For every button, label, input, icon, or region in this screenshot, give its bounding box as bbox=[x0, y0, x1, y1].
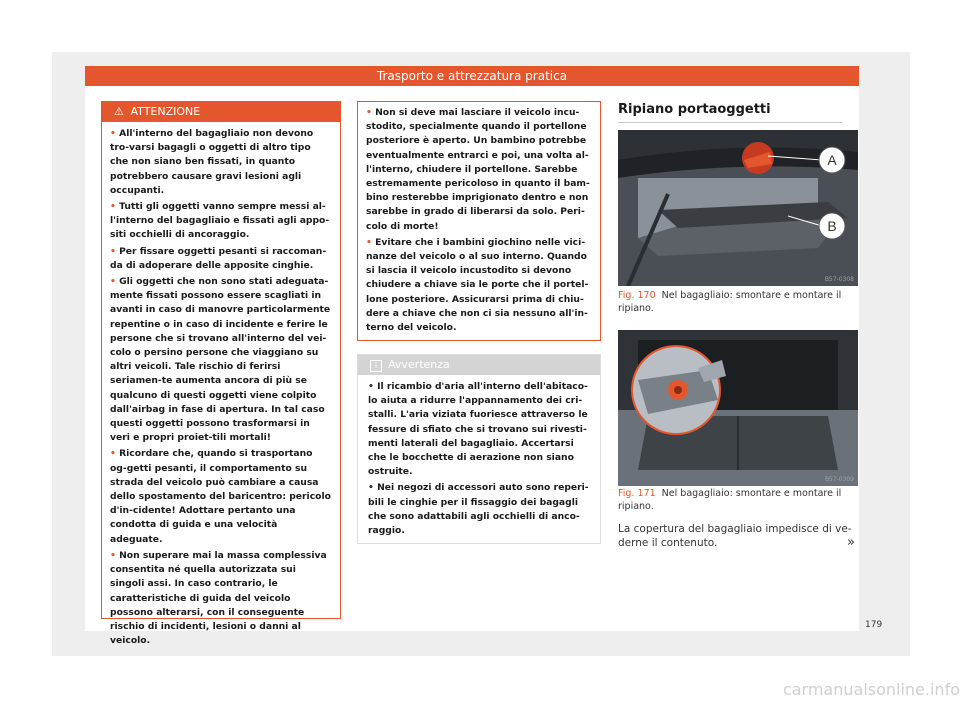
figure-code: B57-0309 bbox=[824, 476, 854, 483]
warning-body-continued bbox=[358, 102, 600, 335]
warning-item: • Per fissare oggetti pesanti si raccoman-da di adoperare delle apposite cinghie. bbox=[110, 245, 327, 271]
warning-box-continued bbox=[357, 101, 601, 341]
continue-mark: » bbox=[847, 535, 855, 550]
warning-item: • Gli oggetti che non sono stati adeguata-mente fissati possono essere scagliati in avanti in caso di manovre particolarmente repentine o in caso di incidente e ferire le persone che si trovano all'interno del vei-colo o persino persone che viaggiano su altri veicoli. Tale rischio di ferirsi seriamen-te aumenta ancora di più se qualcuno di questi oggetti viene colpito dall'airbag in fase di apertura. In tal caso questi oggetti possono trasformarsi in veri e propri proiet-tili mortali! bbox=[110, 276, 331, 444]
figure-170 bbox=[618, 130, 858, 286]
section-divider bbox=[618, 122, 842, 123]
warning-item: • Tutti gli oggetti vanno sempre messi al-l'interno del bagagliaio e fissati agli appo-siti occhielli di ancoraggio. bbox=[110, 201, 330, 241]
callout-a: A bbox=[827, 152, 837, 168]
trunk-interior-illustration bbox=[618, 330, 858, 486]
figure-171-caption: Fig. 171 Nel bagagliaio: smontare e montare il ripiano. bbox=[618, 488, 842, 512]
figure-code: B57-0308 bbox=[824, 276, 854, 283]
warning-item: • Evitare che i bambini giochino nelle vici-nanze del veicolo o al suo interno. Quando si lascia il veicolo incustodito si devono chiudere a chiave sia le porte che il portel-lone posteriore. Assicurarsi prima di chiu-dere a chiave che non ci sia nessuno all'in-terno del veicolo. bbox=[366, 236, 589, 334]
page-number: 179 bbox=[865, 620, 883, 630]
note-body bbox=[358, 375, 600, 538]
warning-triangle-icon: ⚠ bbox=[114, 105, 124, 118]
warning-item: • Non si deve mai lasciare il veicolo incu-stodito, specialmente quando il portellone posteriore è aperto. Un bambino potrebbe eventualmente entrarci e poi, una volta al-l'interno, chiudere il portellone. Sarebbe estremamente pericoloso in quanto il bam-bino resterebbe imprigionato dentro e non sarebbe in grado di liberarsi da solo. Peri-colo di morte! bbox=[366, 107, 590, 232]
warning-item: • Ricordare che, quando si trasportano og-getti pesanti, il comportamento su strada del veicolo può cambiare a causa dello spostamento del baricentro: pericolo d'in-cidente! Adottare pertanto una condotta di guida e una velocità adeguate. bbox=[110, 448, 331, 545]
figure-label: Fig. 170 bbox=[618, 290, 656, 301]
intro-paragraph: La copertura del bagagliaio impedisce di ve-derne il contenuto. bbox=[618, 523, 852, 549]
figure-170-caption: Fig. 170 Nel bagagliaio: smontare e montare il ripiano. bbox=[618, 290, 842, 314]
warning-item: • Non superare mai la massa complessiva consentita né quella autorizzata sui singoli assi. In caso contrario, le caratteristiche di guida del veicolo possono alterarsi, con il conseguente rischio di incidenti, lesioni o danni al veicolo. bbox=[110, 549, 327, 647]
right-column bbox=[618, 86, 859, 631]
watermark: carmanualsonline.info bbox=[782, 680, 960, 699]
warning-header bbox=[102, 102, 340, 122]
warning-heading: ATTENZIONE bbox=[130, 105, 201, 118]
note-box bbox=[357, 354, 601, 544]
warning-body bbox=[102, 122, 340, 648]
warning-item: • All'interno del bagagliaio non devono tro-varsi bagagli o oggetti di altro tipo che non siano ben fissati, in quanto potrebbero causare gravi lesioni agli occupanti. bbox=[110, 128, 314, 196]
chapter-header: Trasporto e attrezzatura pratica bbox=[85, 66, 859, 86]
note-item: • Il ricambio d'aria all'interno dell'abitaco-lo aiuta a ridurre l'appannamento dei cri-stalli. L'aria viziata fuoriesce attraverso le fessure di sfiato che si trovano sui rivesti-menti laterali del bagagliaio. Accertarsi che le bocchette di aerazione non siano ostruite. bbox=[368, 381, 588, 478]
note-header bbox=[358, 355, 600, 375]
page-content bbox=[85, 86, 859, 647]
warning-box bbox=[101, 101, 341, 647]
figure-label: Fig. 171 bbox=[618, 488, 656, 499]
figure-171 bbox=[618, 330, 858, 486]
note-item: • Nei negozi di accessori auto sono reperi-bili le cinghie per il fissaggio dei bagagli che sono adattabili agli occhielli di anco-raggio. bbox=[368, 482, 589, 537]
note-heading: Avvertenza bbox=[388, 358, 450, 371]
trunk-shelf-illustration bbox=[618, 130, 858, 286]
section-title: Ripiano portaoggetti bbox=[618, 102, 771, 117]
info-icon: i bbox=[370, 360, 382, 372]
callout-b: B bbox=[827, 218, 837, 234]
